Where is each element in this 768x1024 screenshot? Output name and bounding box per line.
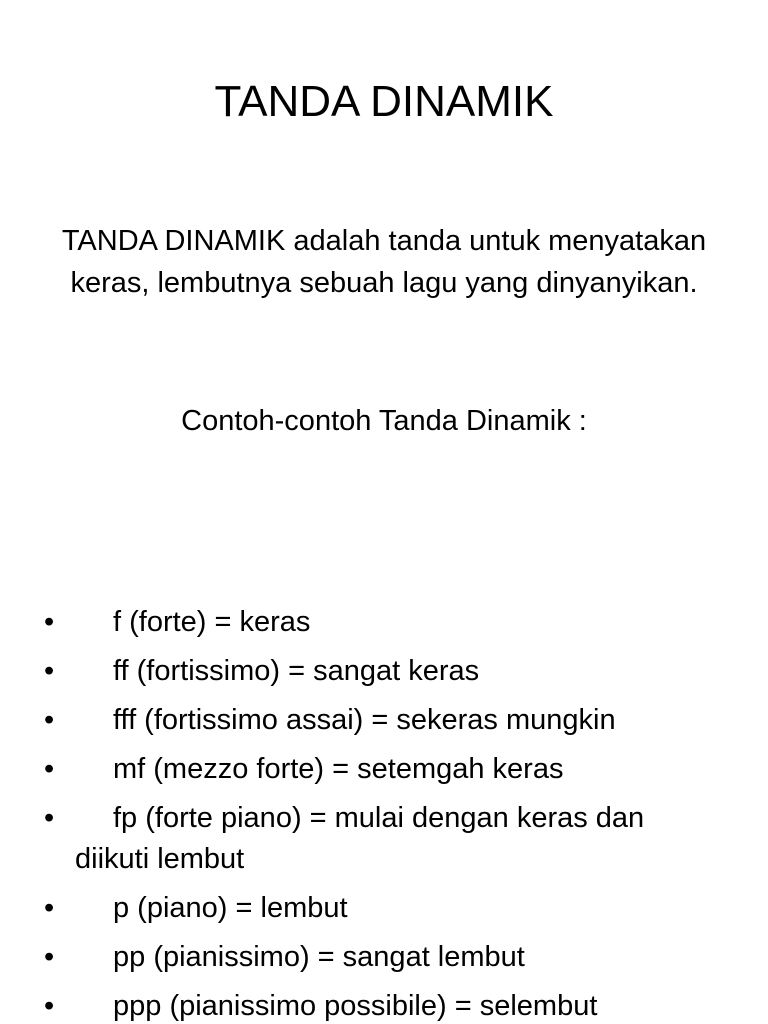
bullet-icon: • xyxy=(44,941,55,973)
list-item xyxy=(0,798,768,880)
list-item xyxy=(0,700,768,741)
list-item xyxy=(0,651,768,692)
intro-paragraph: TANDA DINAMIK adalah tanda untuk menyatakan keras, lembutnya sebuah lagu yang dinyanyikan. xyxy=(61,225,707,299)
list-item-text: mf (mezzo forte) = setemgah keras xyxy=(113,753,564,785)
list-item-text: ff (fortissimo) = sangat keras xyxy=(113,655,480,687)
list-item xyxy=(0,986,768,1024)
list-item-text: fff (fortissimo assai) = sekeras mungkin xyxy=(113,704,616,736)
bullet-icon: • xyxy=(44,606,55,638)
list-item xyxy=(0,602,768,643)
list-item-text: f (forte) = keras xyxy=(113,606,311,638)
bullet-icon: • xyxy=(44,655,55,687)
bullet-icon: • xyxy=(44,990,55,1022)
examples-heading: Contoh-contoh Tanda Dinamik : xyxy=(181,405,587,437)
list-item-text: fp (forte piano) = mulai dengan keras dan diikuti lembut xyxy=(75,802,645,875)
list-item xyxy=(0,749,768,790)
bullet-icon: • xyxy=(44,802,55,834)
list-item-text: pp (pianissimo) = sangat lembut xyxy=(113,941,525,973)
list-item-text: ppp (pianissimo possibile) = selembut xyxy=(113,990,598,1022)
list-item xyxy=(0,937,768,978)
slide-title: TANDA DINAMIK xyxy=(214,77,554,126)
bullet-icon: • xyxy=(44,753,55,785)
bullet-icon: • xyxy=(44,704,55,736)
list-item-text: p (piano) = lembut xyxy=(113,892,348,924)
dynamics-list xyxy=(0,602,768,1024)
bullet-icon: • xyxy=(44,892,55,924)
list-item xyxy=(0,888,768,929)
